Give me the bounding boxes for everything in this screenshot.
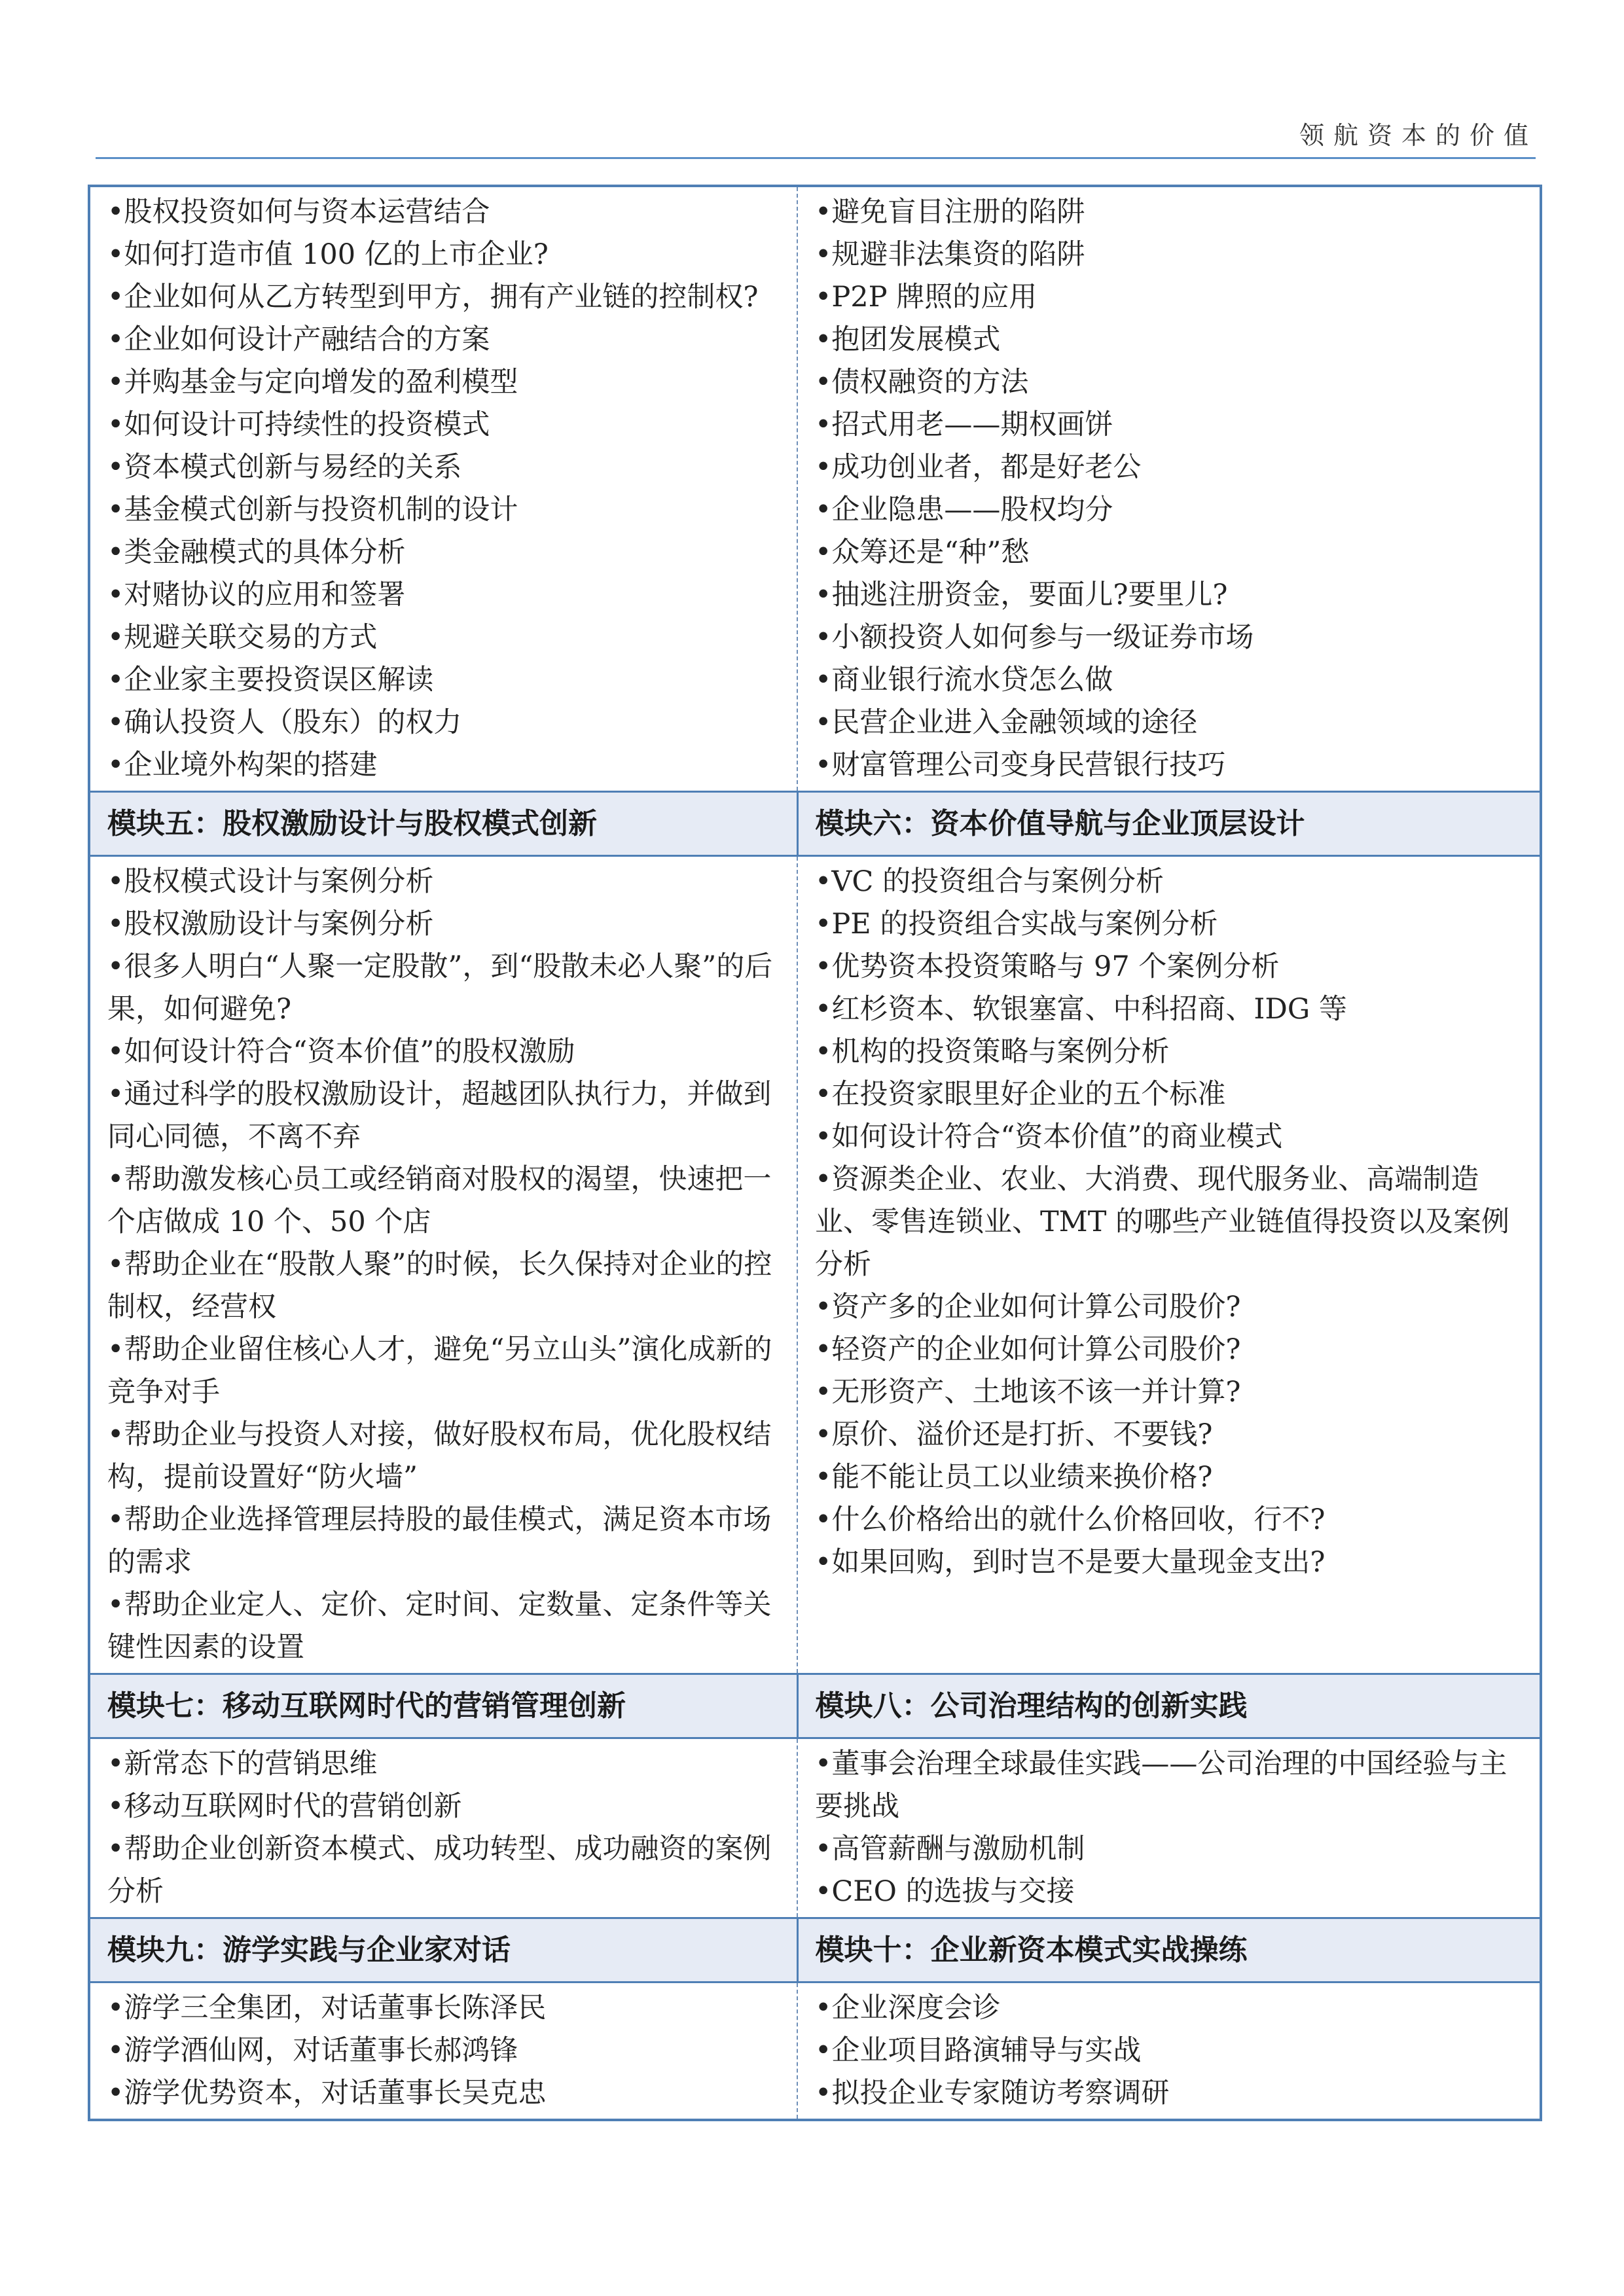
topic-list-item: •企业家主要投资误区解读	[107, 664, 434, 696]
topic-list-item: •原价、溢价还是打折、不要钱?	[815, 1418, 1213, 1451]
topic-list-item: •CEO 的选拔与交接	[815, 1875, 1075, 1908]
topic-list-item: •抽逃注册资金，要面儿?要里儿?	[815, 579, 1228, 611]
module-content-row	[89, 1738, 1541, 1918]
module-topic-list-left	[89, 1982, 797, 2121]
module-heading-left: 模块七：移动互联网时代的营销管理创新	[89, 1674, 797, 1738]
topic-list-item: •众筹还是“种”愁	[815, 536, 1030, 569]
topic-list-item: •帮助企业选择管理层持股的最佳模式，满足资本市场的需求	[107, 1503, 772, 1579]
topic-list-item: •资源类企业、农业、大消费、现代服务业、高端制造业、零售连锁业、TMT 的哪些产业链值得投资以及案例分析	[815, 1163, 1510, 1281]
topic-list-item: •高管薪酬与激励机制	[815, 1833, 1085, 1865]
topic-list-item: •红杉资本、软银塞富、中科招商、IDG 等	[815, 993, 1347, 1026]
topic-list-item: •避免盲目注册的陷阱	[815, 196, 1085, 228]
topic-list-item: •很多人明白“人聚一定股散”，到“股散未必人聚”的后果，如何避免?	[107, 950, 773, 1026]
module-topic-list-right	[797, 186, 1541, 792]
topic-list-item: •股权激励设计与案例分析	[107, 908, 434, 941]
topic-list-item: •游学三全集团，对话董事长陈泽民	[107, 1992, 547, 2024]
module-heading-left: 模块九：游学实践与企业家对话	[89, 1918, 797, 1982]
topic-list-item: •资产多的企业如何计算公司股价?	[815, 1291, 1241, 1323]
topic-list-item: •拟投企业专家随访考察调研	[815, 2077, 1170, 2109]
module-heading-right: 模块八：公司治理结构的创新实践	[797, 1674, 1541, 1738]
topic-list-item: •基金模式创新与投资机制的设计	[107, 493, 518, 526]
topic-list-item: •移动互联网时代的营销创新	[107, 1790, 462, 1823]
module-content-row	[89, 1982, 1541, 2121]
module-topic-list-right	[797, 1738, 1541, 1918]
module-content-row	[89, 186, 1541, 792]
topic-list-item: •小额投资人如何参与一级证券市场	[815, 621, 1254, 654]
topic-list-item: •游学酒仙网，对话董事长郝鸿锋	[107, 2034, 518, 2067]
topic-list-item: •轻资产的企业如何计算公司股价?	[815, 1333, 1241, 1366]
module-heading-left: 模块五：股权激励设计与股权模式创新	[89, 792, 797, 856]
module-content-row	[89, 856, 1541, 1674]
topic-list-item: •优势资本投资策略与 97 个案例分析	[815, 950, 1280, 983]
topic-list-item: •如何打造市值 100 亿的上市企业?	[107, 238, 549, 271]
topic-list-item: •帮助企业创新资本模式、成功转型、成功融资的案例分析	[107, 1833, 772, 1908]
topic-list-item: •并购基金与定向增发的盈利模型	[107, 366, 518, 399]
topic-list-item: •企业深度会诊	[815, 1992, 1001, 2024]
topic-list-item: •如果回购，到时岂不是要大量现金支出?	[815, 1546, 1326, 1579]
topic-list-item: •民营企业进入金融领域的途径	[815, 706, 1198, 739]
topic-list-item: •新常态下的营销思维	[107, 1748, 378, 1780]
topic-list-item: •确认投资人（股东）的权力	[107, 706, 462, 739]
topic-list-item: •帮助企业定人、定价、定时间、定数量、定条件等关键性因素的设置	[107, 1588, 772, 1664]
module-topic-list-left	[89, 1738, 797, 1918]
topic-list-item: •对赌协议的应用和签署	[107, 579, 406, 611]
topic-list-item: •招式用老——期权画饼	[815, 408, 1113, 441]
topic-list-item: •资本模式创新与易经的关系	[107, 451, 462, 484]
module-topic-list-right	[797, 856, 1541, 1674]
topic-list-item: •P2P 牌照的应用	[815, 281, 1038, 314]
topic-list-item: •帮助企业在“股散人聚”的时候，长久保持对企业的控制权，经营权	[107, 1248, 772, 1323]
topic-list-item: •机构的投资策略与案例分析	[815, 1035, 1170, 1068]
topic-list-item: •股权模式设计与案例分析	[107, 865, 434, 898]
topic-list-item: •什么价格给出的就什么价格回收，行不?	[815, 1503, 1326, 1536]
topic-list-item: •财富管理公司变身民营银行技巧	[815, 749, 1226, 781]
topic-list-item: •如何设计符合“资本价值”的股权激励	[107, 1035, 575, 1068]
topic-list-item: •无形资产、土地该不该一并计算?	[815, 1376, 1241, 1408]
topic-list-item: •如何设计符合“资本价值”的商业模式	[815, 1121, 1283, 1153]
topic-list-item: •PE 的投资组合实战与案例分析	[815, 908, 1218, 941]
topic-list-item: •帮助企业留住核心人才，避免“另立山头”演化成新的竞争对手	[107, 1333, 772, 1408]
module-topic-list-right	[797, 1982, 1541, 2121]
topic-list-item: •企业境外构架的搭建	[107, 749, 378, 781]
running-header-title: 领航资本的价值	[1299, 121, 1538, 150]
header-divider	[96, 157, 1536, 159]
course-module-table-body	[89, 186, 1541, 2120]
topic-list-item: •企业项目路演辅导与实战	[815, 2034, 1142, 2067]
topic-list-item: •在投资家眼里好企业的五个标准	[815, 1078, 1226, 1111]
topic-list-item: •商业银行流水贷怎么做	[815, 664, 1113, 696]
module-heading-row	[89, 1674, 1541, 1738]
topic-list-item: •规避非法集资的陷阱	[815, 238, 1085, 271]
module-heading-right: 模块六：资本价值导航与企业顶层设计	[797, 792, 1541, 856]
topic-list-item: •如何设计可持续性的投资模式	[107, 408, 490, 441]
module-topic-list-left	[89, 856, 797, 1674]
topic-list-item: •股权投资如何与资本运营结合	[107, 196, 490, 228]
topic-list-item: •类金融模式的具体分析	[107, 536, 406, 569]
module-topic-list-left	[89, 186, 797, 792]
topic-list-item: •董事会治理全球最佳实践——公司治理的中国经验与主要挑战	[815, 1748, 1507, 1823]
topic-list-item: •企业隐患——股权均分	[815, 493, 1113, 526]
topic-list-item: •帮助激发核心员工或经销商对股权的渴望，快速把一个店做成 10 个、50 个店	[107, 1163, 772, 1238]
topic-list-item: •规避关联交易的方式	[107, 621, 378, 654]
topic-list-item: •抱团发展模式	[815, 323, 1001, 356]
topic-list-item: •企业如何设计产融结合的方案	[107, 323, 490, 356]
topic-list-item: •帮助企业与投资人对接，做好股权布局，优化股权结构，提前设置好“防火墙”	[107, 1418, 772, 1494]
course-module-table	[88, 185, 1542, 2121]
topic-list-item: •能不能让员工以业绩来换价格?	[815, 1461, 1213, 1494]
topic-list-item: •通过科学的股权激励设计，超越团队执行力，并做到同心同德，不离不弃	[107, 1078, 772, 1153]
module-heading-row	[89, 1918, 1541, 1982]
module-heading-row	[89, 792, 1541, 856]
module-heading-right: 模块十：企业新资本模式实战操练	[797, 1918, 1541, 1982]
topic-list-item: •成功创业者，都是好老公	[815, 451, 1142, 484]
topic-list-item: •游学优势资本，对话董事长吴克忠	[107, 2077, 547, 2109]
topic-list-item: •企业如何从乙方转型到甲方，拥有产业链的控制权?	[107, 281, 759, 314]
topic-list-item: •债权融资的方法	[815, 366, 1029, 399]
topic-list-item: •VC 的投资组合与案例分析	[815, 865, 1164, 898]
